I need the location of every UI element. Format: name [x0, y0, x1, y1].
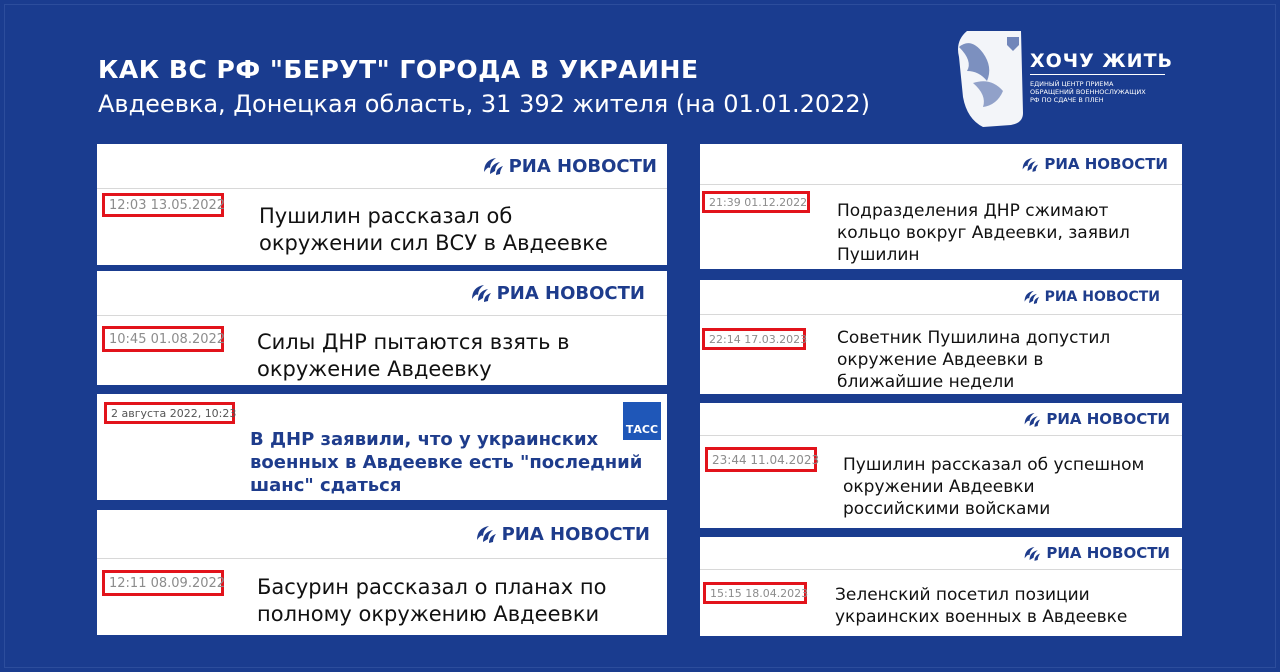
- ria-brand: [1021, 150, 1168, 178]
- headline-line: В ДНР заявили, что у украинских: [250, 429, 599, 450]
- ria-brand-label: РИА НОВОСТИ: [1044, 155, 1168, 173]
- ria-brand-label: РИА НОВОСТИ: [508, 155, 657, 177]
- headline: [837, 201, 1130, 266]
- ria-brand: [470, 277, 645, 309]
- ria-brand-label: РИА НОВОСТИ: [496, 282, 645, 304]
- page-subtitle: Авдеевка, Донецкая область, 31 392 жителя (на 01.01.2022): [98, 90, 871, 118]
- ria-brand-label: РИА НОВОСТИ: [1046, 410, 1170, 428]
- logo-name: ХОЧУ ЖИТЬ: [1030, 50, 1174, 72]
- tass-logo-label: ТАСС: [625, 423, 659, 436]
- headline: [250, 428, 642, 497]
- ria-logo-icon: [1021, 156, 1039, 173]
- headline: [837, 328, 1110, 393]
- headline-line: ближайшие недели: [837, 371, 1015, 392]
- logo-divider: [1030, 74, 1165, 75]
- logo-tagline-2: ОБРАЩЕНИЙ ВОЕННОСЛУЖАЩИХ: [1030, 88, 1146, 96]
- headline: [835, 585, 1127, 629]
- timestamp: 12:03 13.05.2022: [102, 193, 224, 217]
- ria-brand: [1023, 406, 1170, 432]
- ria-logo-icon: [1023, 411, 1041, 428]
- ria-logo-icon: [482, 156, 504, 176]
- headline-line: Пушилин: [837, 244, 920, 265]
- ria-logo-icon: [1023, 289, 1040, 305]
- headline-line: окружении Авдеевки: [843, 476, 1035, 497]
- dove-shield-icon: [953, 27, 1173, 129]
- timestamp: 10:45 01.08.2022: [102, 326, 224, 352]
- headline-line: окружении сил ВСУ в Авдеевке: [259, 230, 608, 255]
- ria-brand-label: РИА НОВОСТИ: [1046, 544, 1170, 562]
- headline: [257, 574, 606, 628]
- news-card-right-2: [700, 280, 1182, 394]
- news-card-right-4: [700, 537, 1182, 636]
- ria-logo-icon: [1023, 545, 1041, 562]
- timestamp: 22:14 17.03.2023: [702, 328, 806, 350]
- headline-line: Подразделения ДНР сжимают: [837, 201, 1109, 221]
- headline-line: кольцо вокруг Авдеевки, заявил: [837, 222, 1130, 243]
- headline: [259, 203, 608, 257]
- headline-line: военных в Авдеевке есть "последний: [250, 452, 643, 474]
- headline-line: Пушилин рассказал об: [259, 204, 513, 228]
- ria-brand: [1023, 284, 1160, 310]
- news-card-left-3-tass: [97, 394, 667, 500]
- headline-line: окружение Авдеевки в: [837, 349, 1044, 370]
- page-title: КАК ВС РФ "БЕРУТ" ГОРОДА В УКРАИНЕ: [98, 55, 699, 84]
- ria-brand: [482, 150, 657, 182]
- headline-line: Пушилин рассказал об успешном: [843, 455, 1145, 475]
- headline-line: Советник Пушилина допустил: [837, 328, 1111, 348]
- logo-tagline: [1030, 80, 1180, 104]
- timestamp: 15:15 18.04.2023: [703, 582, 807, 604]
- headline-line: окружение Авдеевку: [257, 356, 492, 381]
- headline-line: шанс" сдаться: [250, 475, 402, 497]
- ria-logo-icon: [470, 283, 492, 303]
- headline-line: Зеленский посетил позиции: [835, 585, 1090, 605]
- timestamp: 23:44 11.04.2023: [705, 447, 817, 472]
- ria-logo-icon: [475, 524, 497, 544]
- logo-tagline-3: РФ ПО СДАЧЕ В ПЛЕН: [1030, 96, 1104, 104]
- headline-line: украинских военных в Авдеевке: [835, 606, 1128, 627]
- headline: [843, 455, 1144, 520]
- news-card-left-1: [97, 144, 667, 265]
- news-card-right-3: [700, 403, 1182, 528]
- ria-brand-label: РИА НОВОСТИ: [1044, 289, 1160, 305]
- news-card-left-4: [97, 510, 667, 635]
- headline-line: российскими войсками: [843, 498, 1051, 519]
- timestamp: 2 августа 2022, 10:23: [104, 402, 235, 424]
- headline-line: Басурин рассказал о планах по: [257, 575, 607, 599]
- headline: [257, 329, 570, 383]
- timestamp: 12:11 08.09.2022: [102, 570, 224, 596]
- headline-line: Силы ДНР пытаются взять в: [257, 330, 570, 354]
- timestamp: 21:39 01.12.2022: [702, 191, 810, 213]
- news-card-right-1: [700, 144, 1182, 269]
- logo-tagline-1: ЕДИНЫЙ ЦЕНТР ПРИЕМА: [1030, 80, 1114, 88]
- ria-brand: [1023, 540, 1170, 566]
- ria-brand-label: РИА НОВОСТИ: [501, 523, 650, 545]
- news-card-left-2: [97, 271, 667, 385]
- ria-brand: [475, 518, 650, 550]
- headline-line: полному окружению Авдеевки: [257, 601, 600, 626]
